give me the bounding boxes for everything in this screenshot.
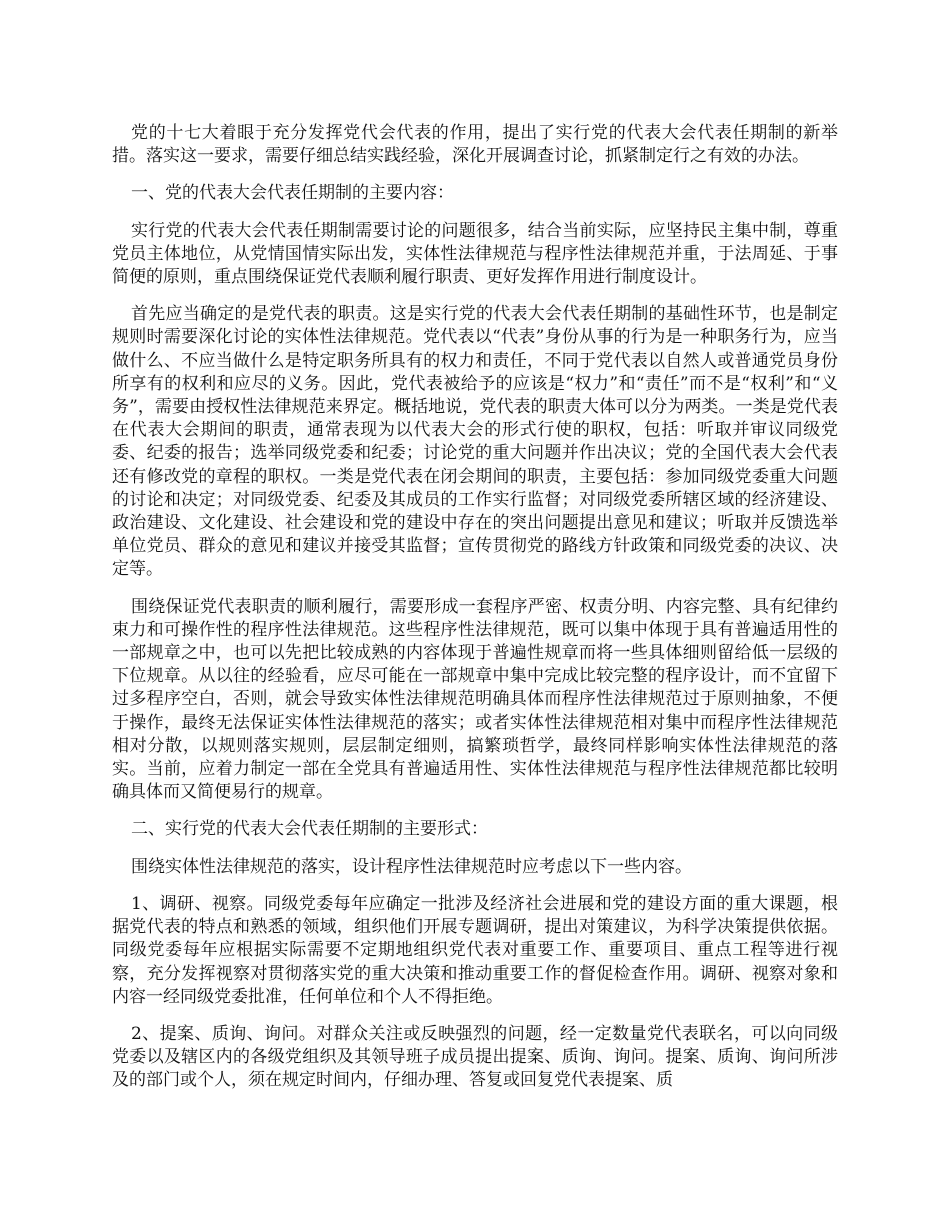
- body-paragraph: 实行党的代表大会代表任期制需要讨论的问题很多，结合当前实际，应坚持民主集中制，尊重党员主体地位，从党情国情实际出发，实体性法律规范与程序性法律规范并重，于法周延、于事简便的原则，重点围绕保证党代表顺利履行职责、更好发挥作用进行制度设计。: [112, 220, 838, 288]
- body-paragraph: 首先应当确定的是党代表的职责。这是实行党的代表大会代表任期制的基础性环节，也是制定规则时需要深化讨论的实体性法律规范。党代表以“代表”身份从事的行为是一种职务行为，应当做什么、不应当做什么是特定职务所具有的权力和责任，不同于党代表以自然人或普通党员身份所享有的权利和应尽的义务。因此，党代表被给予的应该是“权力”和“责任”而不是“权利”和“义务”，需要由授权性法律规范来界定。概括地说，党代表的职责大体可以分为两类。一类是党代表在代表大会期间的职责，通常表现为以代表大会的形式行使的职权，包括：听取并审议同级党委、纪委的报告；选举同级党委和纪委；讨论党的重大问题并作出决议；党的全国代表大会代表还有修改党的章程的职权。一类是党代表在闭会期间的职责，主要包括：参加同级党委重大问题的讨论和决定；对同级党委、纪委及其成员的工作实行监督；对同级党委所辖区域的经济建设、政治建设、文化建设、社会建设和党的建设中存在的突出问题提出意见和建议；听取并反馈选举单位党员、群众的意见和建议并接受其监督；宣传贯彻党的路线方针政策和同级党委的决议、决定等。: [112, 304, 838, 580]
- body-paragraph: 围绕保证党代表职责的顺利履行，需要形成一套程序严密、权责分明、内容完整、具有纪律约束力和可操作性的程序性法律规范。这些程序性法律规范，既可以集中体现于具有普遍适用性的一部规章之中，也可以先把比较成熟的内容体现于普遍性规章而将一些具体细则留给低一层级的下位规章。从以往的经验看，应尽可能在一部规章中集中完成比较完整的程序设计，而不宜留下过多程序空白，否则，就会导致实体性法律规范明确具体而程序性法律规范过于原则抽象，不便于操作，最终无法保证实体性法律规范的落实；或者实体性法律规范相对集中而程序性法律规范相对分散，以规则落实规则，层层制定细则，搞繁琐哲学，最终同样影响实体性法律规范的落实。当前，应着力制定一部在全党具有普遍适用性、实体性法律规范与程序性法律规范都比较明确具体而又简便易行的规章。: [112, 596, 838, 803]
- intro-paragraph: 党的十七大着眼于充分发挥党代会代表的作用，提出了实行党的代表大会代表任期制的新举措。落实这一要求，需要仔细总结实践经验，深化开展调查讨论，抓紧制定行之有效的办法。: [112, 123, 838, 167]
- list-item-2: 2、提案、质询、询问。对群众关注或反映强烈的问题，经一定数量党代表联名，可以向同级党委以及辖区内的各级党组织及其领导班子成员提出提案、质询、询问。提案、质询、询问所涉及的部门或个人，须在规定时间内，仔细办理、答复或回复党代表提案、质: [112, 1023, 838, 1091]
- body-paragraph: 围绕实体性法律规范的落实，设计程序性法律规范时应考虑以下一些内容。: [131, 856, 692, 877]
- section-heading-1: 一、党的代表大会代表任期制的主要内容：: [131, 183, 454, 204]
- section-heading-2: 二、实行党的代表大会代表任期制的主要形式：: [131, 819, 488, 840]
- list-item-1: 1、调研、视察。同级党委每年应确定一批涉及经济社会进展和党的建设方面的重大课题，根据党代表的特点和熟悉的领域，组织他们开展专题调研，提出对策建议，为科学决策提供依据。同级党委每年应根据实际需要不定期地组织党代表对重要工作、重要项目、重点工程等进行视察，充分发挥视察对贯彻落实党的重大决策和推动重要工作的督促检查作用。调研、视察对象和内容一经同级党委批准，任何单位和个人不得拒绝。: [112, 893, 838, 1007]
